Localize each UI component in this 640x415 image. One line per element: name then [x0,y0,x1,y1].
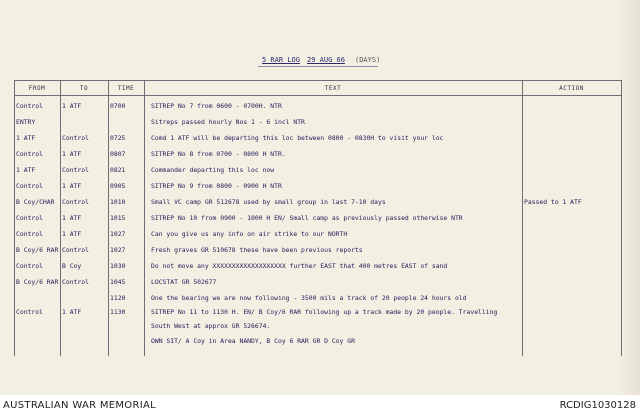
table-row [14,134,622,148]
cell-text: Small VC camp GR 512678 used by small group in last 7-10 days [151,198,386,206]
cell-text: South West at approx GR 526674. [151,322,271,330]
cell-text: Commander departing this loc now [151,166,275,174]
table-row [14,118,622,132]
cell-to: 1 ATF [62,150,82,158]
cell-from: Control [16,230,43,238]
cell-to: Control [62,134,89,142]
cell-time: 1120 [110,294,126,302]
archive-reference: RCDIG1030128 [559,400,636,411]
cell-time: 1030 [110,262,126,270]
cell-time: 1010 [110,198,126,206]
table-row [14,214,622,228]
cell-action: Passed to 1 ATF [524,198,582,206]
cell-from: Control [16,102,43,110]
column-header-text: TEXT [324,85,342,92]
cell-to: 1 ATF [62,308,82,316]
table-row [14,246,622,260]
column-header-time: TIME [117,85,135,92]
cell-text: OWN SIT/ A Coy in Area NANDY, B Coy 6 RAR GR D Coy GR [151,337,355,345]
cell-from: Control [16,150,43,158]
cell-time: 0725 [110,134,126,142]
cell-text: Comd 1 ATF will be departing this loc between 0800 - 0830H to visit your loc [151,134,444,142]
cell-time: 1027 [110,230,126,238]
table-row [14,150,622,164]
cell-from: Control [16,182,43,190]
table-row [14,308,622,322]
header-underline [258,66,378,67]
cell-time: 0807 [110,150,126,158]
cell-from: B Coy/6 RAR [16,246,59,254]
cell-time: 0905 [110,182,126,190]
cell-text: SITREP No 11 to 1130 H. EN/ B Coy/6 RAR following up a track made by 20 people. Travelling [151,308,498,316]
cell-from: 1 ATF [16,166,36,174]
table-row [14,322,622,336]
table-row [14,262,622,276]
column-header-from: FROM [28,85,46,92]
cell-from: B Coy/6 RAR [16,278,59,286]
cell-to: 1 ATF [62,102,82,110]
table-row [14,166,622,180]
cell-from: 1 ATF [16,134,36,142]
cell-text: Do not move any XXXXXXXXXXXXXXXXXXX further EAST that 400 metres EAST of sand [151,262,448,270]
days-label: (DAYS) [355,56,381,64]
cell-to: B Coy [62,262,82,270]
cell-text: Fresh graves GR 510678 these have been previous reports [151,246,363,254]
cell-to: Control [62,246,89,254]
cell-from: Control [16,214,43,222]
table-row [14,278,622,292]
table-border-top [14,80,622,81]
cell-to: 1 ATF [62,230,82,238]
cell-to: Control [62,278,89,286]
table-row [14,230,622,244]
cell-text: Sitreps passed hourly Nos 1 - 6 incl NTR [151,118,305,126]
cell-text: One the bearing we are now following - 3500 mils a track of 20 people 24 hours old [151,294,467,302]
table-row [14,294,622,308]
cell-time: 1015 [110,214,126,222]
archive-name: AUSTRALIAN WAR MEMORIAL [3,400,156,411]
log-table [14,80,622,370]
unit-label: 5 RAR LOG [262,56,300,64]
cell-time: 0700 [110,102,126,110]
date-label: 29 AUG 66 [307,56,345,64]
table-row [14,198,622,212]
table-row [14,337,622,351]
cell-text: SITREP No 7 from 0600 - 0700H. NTR [151,102,282,110]
cell-from: B Coy/CHAR [16,198,55,206]
table-row [14,182,622,196]
cell-from: Control [16,308,43,316]
cell-time: 1027 [110,246,126,254]
cell-time: 1045 [110,278,126,286]
cell-text: SITREP No 10 from 0900 - 1000 H EN/ Small camp as previously passed otherwise NTR [151,214,463,222]
cell-to: Control [62,198,89,206]
cell-time: 0821 [110,166,126,174]
cell-from: Control [16,262,43,270]
archive-footer [0,395,640,415]
cell-time: 1130 [110,308,126,316]
cell-to: 1 ATF [62,214,82,222]
cell-text: SITREP No 8 from 0700 - 0800 H NTR. [151,150,286,158]
cell-from: ENTRY [16,118,36,126]
column-header-to: TO [79,85,89,92]
cell-text: SITREP No 9 from 0800 - 0900 H NTR [151,182,282,190]
cell-text: Can you give us any info on air strike to our NORTH [151,230,348,238]
cell-text: LOCSTAT GR 502677 [151,278,217,286]
column-header-action: ACTION [559,85,584,92]
cell-to: 1 ATF [62,182,82,190]
header-divider [14,95,622,96]
cell-to: Control [62,166,89,174]
table-row [14,102,622,116]
